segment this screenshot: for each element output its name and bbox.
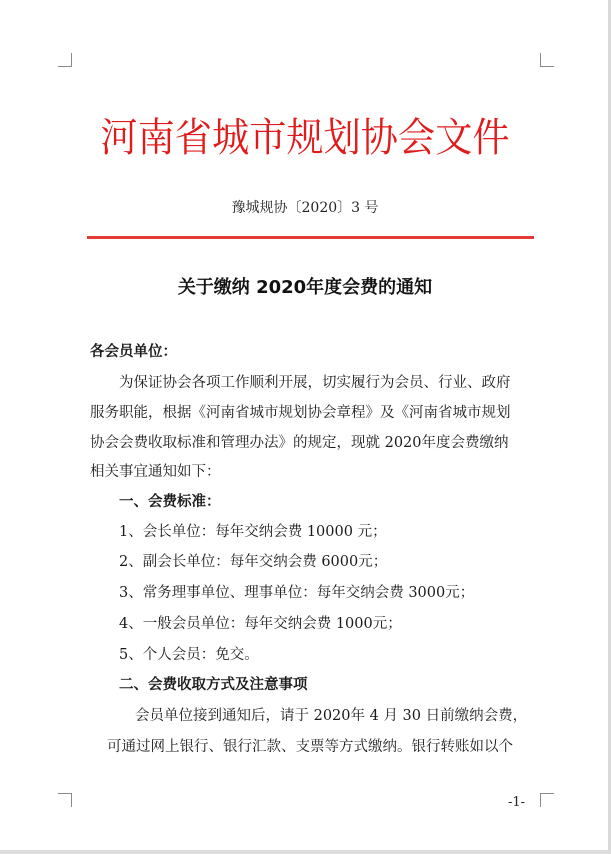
crop-mark-bottom-right bbox=[540, 793, 554, 807]
masthead-red-rule bbox=[87, 236, 534, 239]
fee-item: 2、副会长单位：每年交纳会费 6000元； bbox=[119, 554, 388, 570]
crop-mark-top-left bbox=[58, 53, 72, 67]
section-heading-collection-method: 二、会费收取方式及注意事项 bbox=[119, 677, 308, 693]
page-bottom-edge bbox=[0, 850, 611, 854]
body-line: 可通过网上银行、银行汇款、支票等方式缴纳。银行转账如以个 bbox=[107, 739, 513, 755]
document-title: 关于缴纳 2020年度会费的通知 bbox=[177, 277, 433, 298]
document-masthead: 河南省城市规划协会文件 bbox=[100, 115, 510, 161]
body-line: 会员单位接到通知后，请于 2020年 4 月 30 日前缴纳会费， bbox=[135, 708, 528, 724]
fee-item: 1、会长单位：每年交纳会费 10000 元； bbox=[119, 524, 387, 540]
section-heading-fee-standard: 一、会费标准： bbox=[119, 494, 221, 510]
salutation: 各会员单位： bbox=[90, 344, 177, 360]
body-line: 为保证协会各项工作顺利开展，切实履行为会员、行业、政府 bbox=[119, 375, 511, 391]
document-number: 豫城规协〔2020〕3 号 bbox=[231, 200, 379, 216]
body-line: 服务职能，根据《河南省城市规划协会章程》及《河南省城市规划 bbox=[90, 405, 511, 421]
crop-mark-top-right bbox=[540, 53, 554, 67]
body-line: 相关事宜通知如下： bbox=[90, 464, 221, 480]
crop-mark-bottom-left bbox=[58, 793, 72, 807]
fee-item: 5、个人会员：免交。 bbox=[119, 647, 259, 663]
fee-item: 4、一般会员单位：每年交纳会费 1000元； bbox=[119, 616, 402, 632]
body-line: 协会会费收取标准和管理办法》的规定，现就 2020年度会费缴纳 bbox=[90, 435, 509, 451]
page-number: -1- bbox=[508, 795, 526, 810]
fee-item: 3、常务理事单位、理事单位：每年交纳会费 3000元； bbox=[119, 585, 475, 601]
